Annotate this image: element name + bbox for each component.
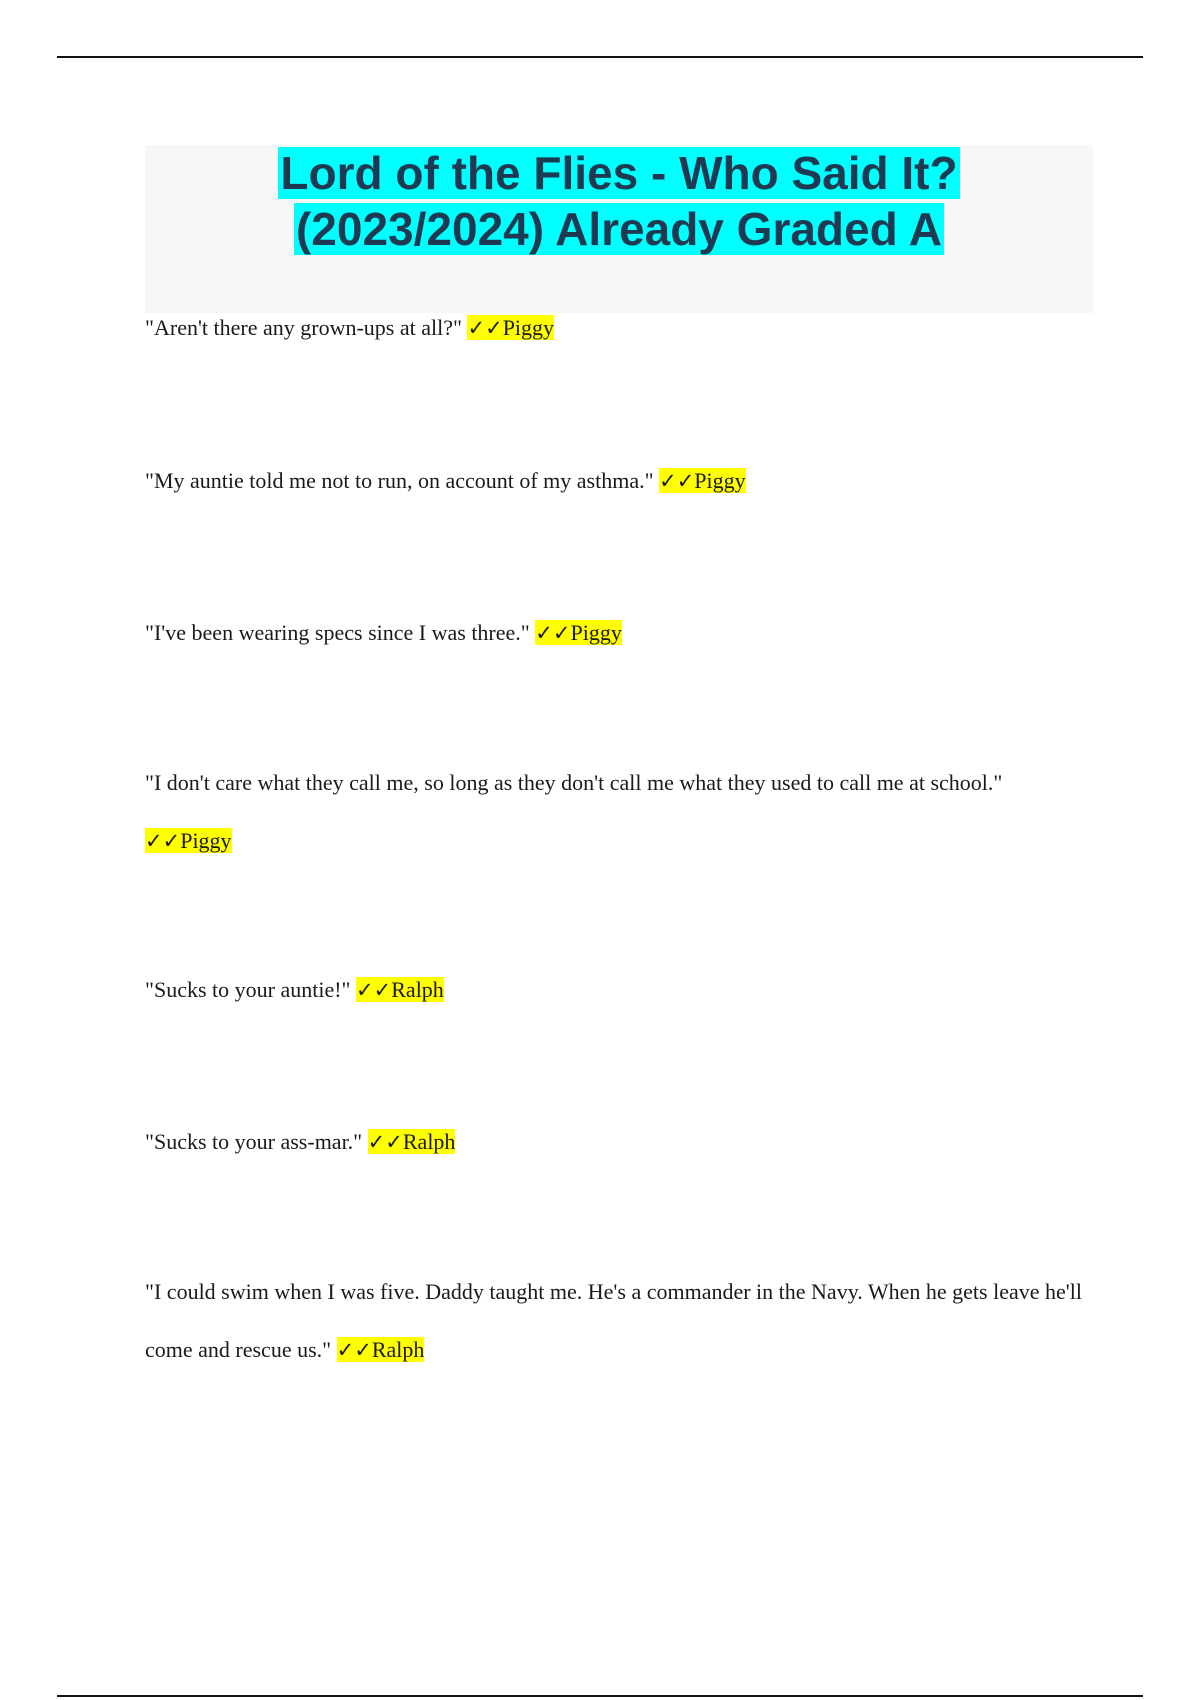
double-check-icon: ✓✓ bbox=[467, 316, 503, 340]
speaker-name: Piggy bbox=[180, 828, 232, 853]
speaker-name: Piggy bbox=[502, 315, 555, 340]
answer-highlight bbox=[368, 1129, 456, 1154]
document-title bbox=[145, 145, 1093, 257]
speaker-name: Ralph bbox=[391, 977, 444, 1002]
answer-highlight bbox=[659, 468, 746, 493]
answer-highlight bbox=[467, 315, 554, 340]
double-check-icon: ✓✓ bbox=[535, 621, 571, 645]
quote-text: "Sucks to your auntie!" bbox=[145, 977, 351, 1002]
title-line-1: Lord of the Flies - Who Said It? bbox=[280, 147, 958, 199]
answer-highlight bbox=[535, 620, 622, 645]
quote-text: "I don't care what they call me, so long as they don't call me what they used to call me at school." bbox=[145, 770, 1003, 795]
quote-item bbox=[145, 754, 1093, 870]
double-check-icon: ✓✓ bbox=[336, 1338, 372, 1362]
double-check-icon: ✓✓ bbox=[659, 469, 695, 493]
quote-item bbox=[145, 299, 1093, 357]
answer-highlight bbox=[356, 977, 444, 1002]
quote-item bbox=[145, 961, 1093, 1019]
quote-item bbox=[145, 1263, 1093, 1379]
quote-text: "I've been wearing specs since I was three." bbox=[145, 620, 530, 645]
double-check-icon: ✓✓ bbox=[367, 1130, 403, 1154]
speaker-name: Piggy bbox=[570, 620, 622, 645]
speaker-name: Ralph bbox=[371, 1337, 425, 1362]
title-block bbox=[145, 145, 1093, 313]
quote-item bbox=[145, 604, 1093, 662]
top-rule bbox=[57, 56, 1143, 58]
double-check-icon: ✓✓ bbox=[356, 978, 392, 1002]
speaker-name: Piggy bbox=[694, 468, 746, 493]
quote-text: "My auntie told me not to run, on account of my asthma." bbox=[145, 468, 654, 493]
speaker-name: Ralph bbox=[402, 1129, 456, 1154]
quote-item bbox=[145, 1113, 1093, 1171]
bottom-rule bbox=[57, 1695, 1143, 1697]
quote-text: "Aren't there any grown-ups at all?" bbox=[145, 315, 462, 340]
quote-item bbox=[145, 452, 1093, 510]
quote-text: "I could swim when I was five. Daddy taught me. He's a commander in the Navy. When he gets leave he'll come and rescue us." bbox=[145, 1279, 1082, 1362]
quote-text: "Sucks to your ass-mar." bbox=[145, 1129, 363, 1154]
double-check-icon: ✓✓ bbox=[145, 829, 181, 853]
answer-highlight bbox=[145, 828, 232, 853]
title-line-2: (2023/2024) Already Graded A bbox=[295, 203, 943, 255]
document-body bbox=[145, 145, 1093, 1362]
answer-highlight bbox=[337, 1337, 425, 1362]
